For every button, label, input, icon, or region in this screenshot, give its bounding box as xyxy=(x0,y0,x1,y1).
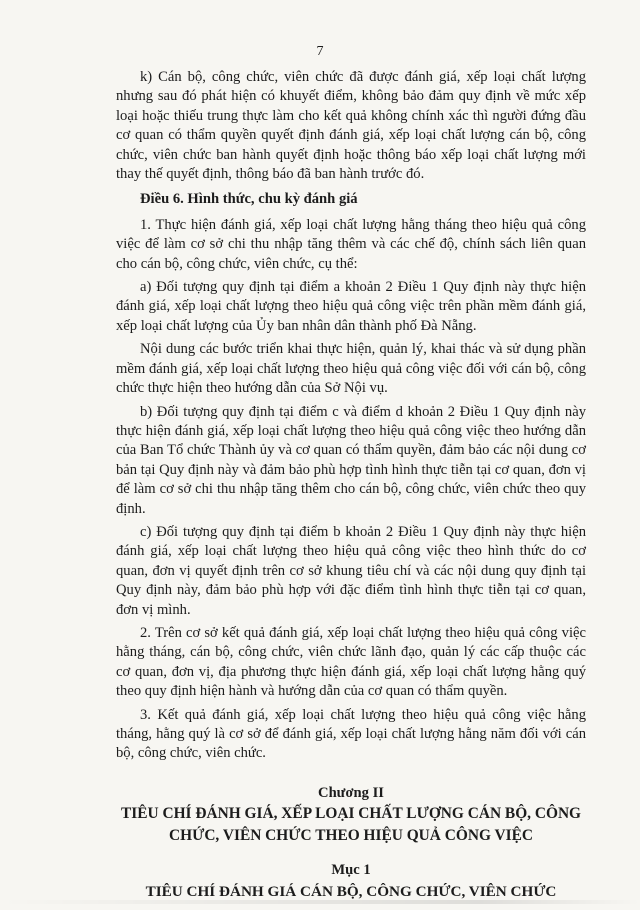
chapter-label: Chương II xyxy=(318,784,384,801)
page-number: 7 xyxy=(316,44,324,59)
paragraph-1b: b) Đối tượng quy định tại điểm c và điểm d khoản 2 Điều 1 Quy định này thực hiện đánh giá, xếp loại chất lượng theo hiệu quả công việc theo hướng dẫn của Ban Tổ chức Thành ủy và cơ quan có thẩm quyền, đảm bảo các nội dung cơ bản tại Quy định này và đảm bảo phù hợp tình hình thực tiễn tại cơ quan, đơn vị để làm cơ sở chi thu nhập tăng thêm cho cán bộ, công chức, viên chức theo quy định. xyxy=(116,403,586,517)
paragraph-1a: a) Đối tượng quy định tại điểm a khoản 2 Điều 1 Quy định này thực hiện đánh giá, xếp loại chất lượng theo hiệu quả công việc trên phần mềm đánh giá, xếp loại chất lượng của Ủy ban nhân dân thành phố Đà Nẵng. xyxy=(116,279,586,334)
paragraph-k: k) Cán bộ, công chức, viên chức đã được đánh giá, xếp loại chất lượng nhưng sau đó phát hiện có khuyết điểm, không bảo đảm quy định về mức xếp loại hoặc thiếu trung thực làm cho kết quả không chính xác thì người đứng đầu cơ quan có thẩm quyền quyết định đánh giá, xếp loại chất lượng cán bộ, công chức, viên chức ban hành quyết định hoặc thông báo xếp loại chất lượng mới thay thế quyết định, thông báo đã ban hành trước đó. xyxy=(116,69,586,183)
article-heading: Điều 6. Hình thức, chu kỳ đánh giá xyxy=(140,191,358,208)
section-title: TIÊU CHÍ ĐÁNH GIÁ CÁN BỘ, CÔNG CHỨC, VIÊN CHỨC xyxy=(145,882,557,900)
paragraph-2: 2. Trên cơ sở kết quả đánh giá, xếp loại chất lượng theo hiệu quả công việc hằng tháng, cán bộ, công chức, viên chức lãnh đạo, quản lý các cấp thuộc các cơ quan, đơn vị, địa phương thực hiện đánh giá, xếp loại chất lượng hằng quý theo quy định hiện hành và hướng dẫn của cơ quan có thẩm quyền. xyxy=(116,624,586,700)
paragraph-1: 1. Thực hiện đánh giá, xếp loại chất lượng hằng tháng theo hiệu quả công việc để làm cơ sở chi thu nhập tăng thêm và các chế độ, chính sách liên quan cho cán bộ, công chức, viên chức, cụ thể: xyxy=(116,216,586,272)
paragraph-1c: c) Đối tượng quy định tại điểm b khoản 2 Điều 1 Quy định này thực hiện đánh giá, xếp loại chất lượng theo hiệu quả công việc theo hình thức do cơ quan, đơn vị quyết định trên cơ sở khung tiêu chí và các nội dung quy định tại Quy định này, đảm bảo phù hợp với đặc điểm tình hình thực tiễn tại cơ quan, đơn vị mình. xyxy=(116,523,586,618)
scan-edge-shadow xyxy=(0,900,640,904)
section-label: Mục 1 xyxy=(331,862,371,879)
paragraph-3: 3. Kết quả đánh giá, xếp loại chất lượng theo hiệu quả công việc hằng tháng, hằng quý là cơ sở để đánh giá, xếp loại chất lượng hằng năm đối với cán bộ, công chức, viên chức. xyxy=(116,706,586,762)
document-body xyxy=(116,68,586,903)
chapter-title: TIÊU CHÍ ĐÁNH GIÁ, XẾP LOẠI CHẤT LƯỢNG CÁN BỘ, CÔNG CHỨC, VIÊN CHỨC THEO HIỆU QUẢ CÔNG VIỆC xyxy=(120,805,582,845)
paragraph-1a-content: Nội dung các bước triển khai thực hiện, quản lý, khai thác và sử dụng phần mềm đánh giá, xếp loại chất lượng theo hiệu quả công việc đối với cán bộ, công chức thực hiện theo hướng dẫn của Sở Nội vụ. xyxy=(116,341,586,397)
